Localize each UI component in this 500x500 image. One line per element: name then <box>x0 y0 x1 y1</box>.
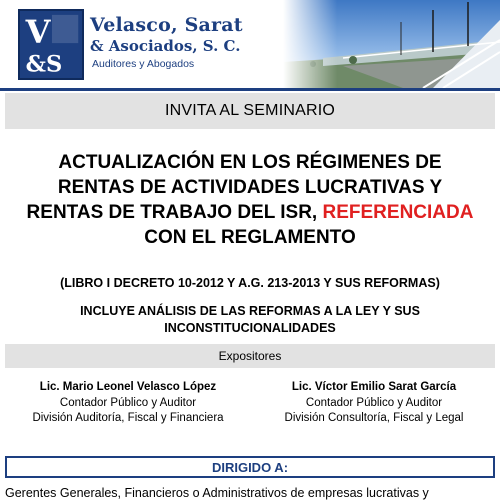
invite-banner <box>5 93 495 129</box>
monogram-and-s: &S <box>25 51 63 78</box>
analysis-note <box>0 303 500 337</box>
firm-monogram-logo <box>18 9 84 80</box>
legal-reference: (LIBRO I DECRETO 10-2012 Y A.G. 213-2013 Y SUS REFORMAS) <box>60 276 440 290</box>
seminar-title <box>0 150 500 250</box>
expositores-label: Expositores <box>218 349 282 363</box>
title-line-2: RENTAS DE ACTIVIDADES LUCRATIVAS Y <box>57 177 443 198</box>
dirigido-label: DIRIGIDO A: <box>211 459 289 475</box>
monogram-v: V <box>25 13 51 52</box>
audience-text: Gerentes Generales, Financieros o Administrativos de empresas lucrativas y <box>5 486 429 500</box>
analysis-note-line-2: INCONSTITUCIONALIDADES <box>164 321 336 335</box>
bridge-photo <box>283 0 500 88</box>
invite-label: INVITA AL SEMINARIO <box>164 102 336 119</box>
speaker-role: Contador Público y Auditor <box>305 396 443 409</box>
firm-tagline: Auditores y Abogados <box>92 58 195 70</box>
dirigido-banner <box>5 456 495 478</box>
firm-name-line2: & Asociados, S. C. <box>90 37 241 55</box>
speaker-role: Contador Público y Auditor <box>59 396 197 409</box>
speaker-division: División Auditoría, Fiscal y Financiera <box>32 412 224 424</box>
speaker-card <box>3 380 253 427</box>
title-line-4: CON EL REGLAMENTO <box>144 227 356 248</box>
firm-name-line1: Velasco, Sarat <box>90 14 243 36</box>
speaker-name: Lic. Mario Leonel Velasco López <box>39 381 217 393</box>
header-divider <box>0 88 500 91</box>
speaker-card <box>249 380 499 427</box>
monogram-icon <box>20 11 82 78</box>
header <box>0 0 500 88</box>
title-line-1: ACTUALIZACIÓN EN LOS RÉGIMENES DE <box>58 152 442 173</box>
bridge-photo-icon <box>283 0 500 88</box>
title-highlight: REFERENCIADA <box>322 202 474 223</box>
analysis-note-line-1: INCLUYE ANÁLISIS DE LAS REFORMAS A LA LEY Y SUS <box>80 304 420 318</box>
expositores-banner <box>5 344 495 368</box>
speaker-division: División Consultoría, Fiscal y Legal <box>284 412 464 424</box>
speaker-name: Lic. Víctor Emilio Sarat García <box>291 381 457 393</box>
title-line-3 <box>0 200 500 225</box>
title-line-3-prefix: RENTAS DE TRABAJO DEL ISR, <box>26 202 318 223</box>
